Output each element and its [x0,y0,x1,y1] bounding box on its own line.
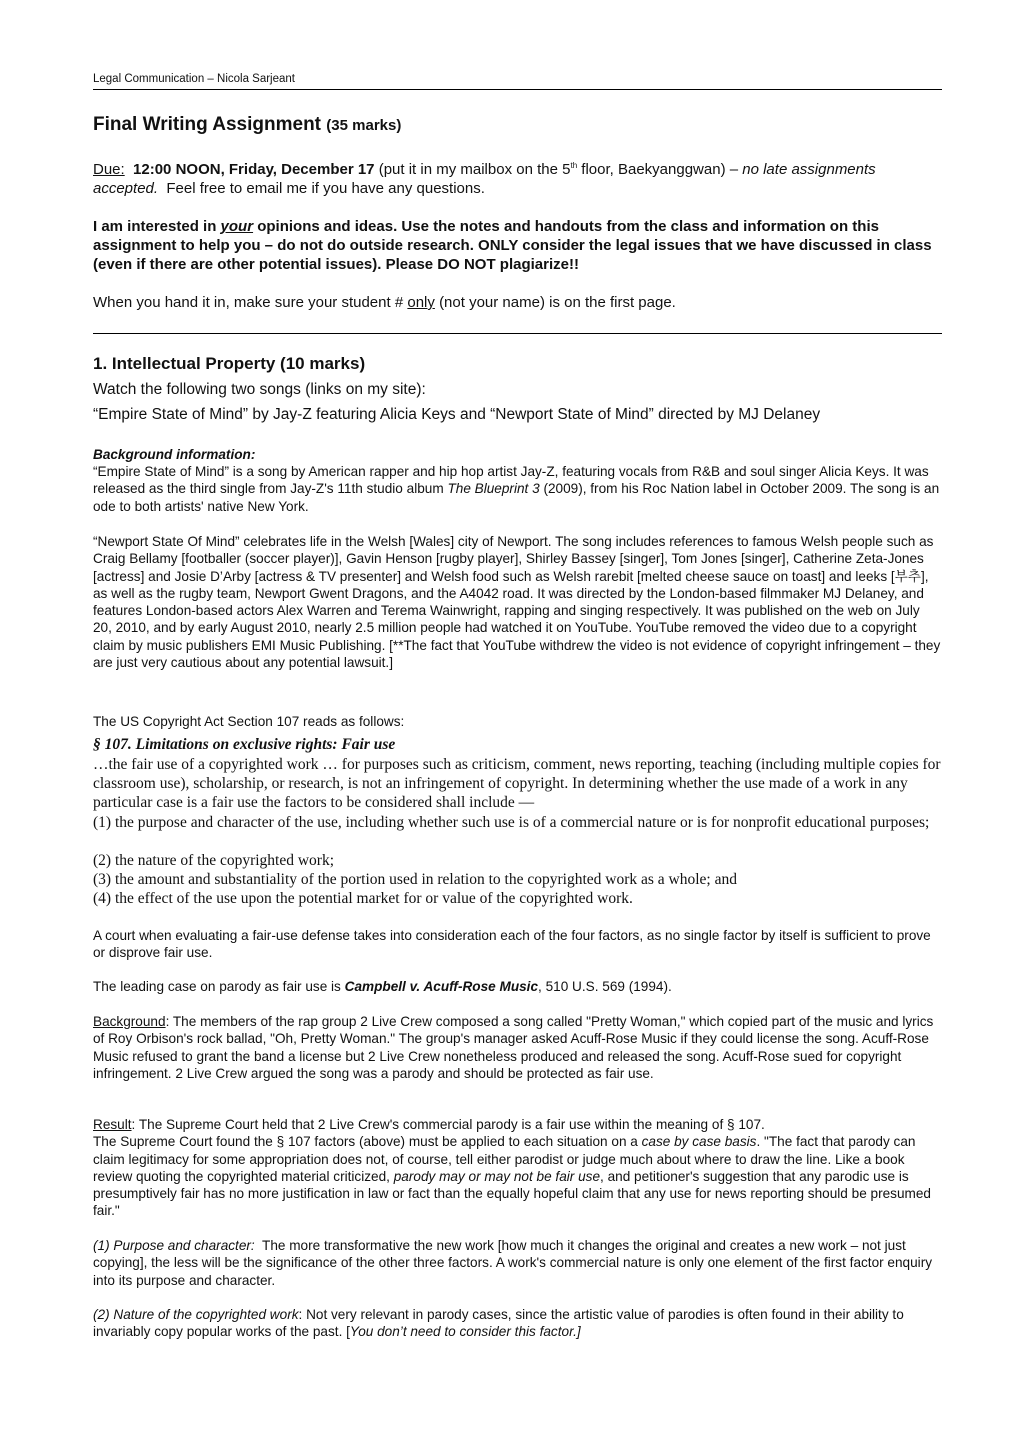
due-location: (put it in my mailbox on the 5th floor, Baekyanggwan) – [378,161,739,178]
due-email-note: Feel free to email me if you have any questions. [166,180,485,197]
factor-purpose-label: (1) Purpose and character: [93,1238,255,1253]
result-paragraph: Result: The Supreme Court held that 2 Live Crew's commercial parody is a fair use within the meaning of § 107. The Supreme Court found the § 107 factors (above) must be applied to each situation on a case by case basis. "The fact that parody can claim legitimacy for some appropriation does not, of course, tell either parodist or judge much about where to draw the line. Like a book review quoting the copyrighted material criticized, parody may or may not be fair use, and petitioner's suggestion that any parodic use is presumptively fair has no more justification in law or fact than the equally hopeful claim that any use for news reporting should be presumed fair." [93,1117,931,1219]
case-name: Campbell v. Acuff-Rose Music [344,979,539,994]
only-emphasis: only [407,294,435,311]
assignment-title [93,114,401,136]
running-header: Legal Communication – Nicola Sarjeant [93,73,295,85]
statute-intro: The US Copyright Act Section 107 reads as follows: [93,714,405,729]
statute-factor-4: (4) the effect of the use upon the potential market for or value of the copyrighted work. [93,890,633,907]
background-paragraph-2: “Newport State Of Mind” celebrates life in the Welsh [Wales] city of Newport. The song includes references to famous Welsh people such as Craig Bellamy [footballer (soccer player)], Gavin Henson [rugby player], Shirley Bassey [singer], Tom Jones [singer], Catherine Zeta-Jones [actress] and Josie D’Arby [actress & TV presenter] and Welsh food such as Welsh rarebit [melted cheese sauce on toast] and leeks [부추], as well as the rugby team, Newport Gwent Dragons, and the A4042 road. It was directed by the London-based filmmaker MJ Delaney, and features London-based actors Alex Warren and Terema Wainwright, rapping and singing respectively. It was published on the web on July 20, 2010, and by early August 2010, nearly 2.5 million people had watched it on YouTube. YouTube removed the video due to a copyright claim by music publishers EMI Music Publishing. [**The fact that YouTube withdrew the video is not evidence of copyright infringement – they are just very cautious about any potential lawsuit.] [93,534,941,671]
statute-body: …the fair use of a copyrighted work … for purposes such as criticism, comment, news reporting, teaching (including multiple copies for classroom use), scholarship, or research, is not an infringement of copyright. In determining whether the use made of a work in any particular case is a fair use the factors to be considered shall include — [93,756,941,812]
court-paragraph: A court when evaluating a fair-use defense takes into consideration each of the four factors, as no single factor by itself is sufficient to prove or disprove fair use. [93,928,931,961]
header-rule [93,89,942,90]
section-heading: 1. Intellectual Property (10 marks) [93,354,366,373]
your-emphasis: your [220,218,254,235]
case-background-label: Background [93,1014,166,1029]
result-label: Result [93,1117,132,1132]
hand-in-paragraph: When you hand it in, make sure your student # only (not your name) is on the first page. [93,294,676,311]
case-background-paragraph: Background: The members of the rap group 2 Live Crew composed a song called "Pretty Woman," which copied part of the music and lyrics of Roy Orbison's rock ballad, "Oh, Pretty Woman." The group's manager asked Acuff-Rose Music if they could license the song. Acuff-Rose Music refused to grant the band a license but 2 Live Crew nonetheless produced and released the song. Acuff-Rose sued for copyright infringement. 2 Live Crew argued the song was a parody and should be protected as fair use. [93,1014,934,1081]
due-deadline: 12:00 NOON, Friday, December 17 [133,161,375,178]
statute-factor-3: (3) the amount and substantiality of the portion used in relation to the copyrighted work as a whole; and [93,871,737,888]
background-heading: Background information: [93,447,256,462]
factor-nature-paragraph: (2) Nature of the copyrighted work: Not very relevant in parody cases, since the artistic value of parodies is often found in their ability to invariably copy popular works of the past. [You don’t need to consider this factor.] [93,1307,904,1340]
watch-instruction: Watch the following two songs (links on my site): [93,381,426,398]
factor-purpose-paragraph: (1) Purpose and character: The more transformative the new work [how much it changes the original and creates a new work – not just copying], the less will be the significance of the other three factors. A work's commercial nature is only one element of the first factor enquiry into its purpose and character. [93,1238,933,1288]
statute-factor-1: (1) the purpose and character of the use, including whether such use is of a commercial nature or is for nonprofit educational purposes; [93,814,930,831]
section-divider [93,333,942,334]
title-marks: (35 marks) [326,117,402,134]
title-main: Final Writing Assignment [93,114,322,135]
due-paragraph [93,160,942,198]
background-paragraph-1: “Empire State of Mind” is a song by American rapper and hip hop artist Jay-Z, featuring vocals from R&B and soul singer Alicia Keys. It was released as the third single from Jay-Z's 11th studio album The Blueprint 3 (2009), from his Roc Nation label in October 2009. The song is an ode to both artists' native New York. [93,464,940,514]
album-title: The Blueprint 3 [447,481,540,497]
interest-paragraph: I am interested in your opinions and ideas. Use the notes and handouts from the class and information on this assignment to help you – do not do outside research. ONLY consider the legal issues that we have discussed in class (even if there are other potential issues). Please DO NOT plagiarize!! [93,218,932,273]
statute-heading: § 107. Limitations on exclusive rights: Fair use [93,736,396,753]
leading-case-paragraph: The leading case on parody as fair use is Campbell v. Acuff-Rose Music, 510 U.S. 569 (1994). [93,979,672,994]
statute-factor-2: (2) the nature of the copyrighted work; [93,852,335,869]
due-no-late: no late assignments accepted. [93,161,876,197]
due-label: Due: [93,161,125,178]
factor-nature-label: (2) Nature of the copyrighted work [93,1307,299,1322]
song-titles: “Empire State of Mind” by Jay-Z featuring Alicia Keys and “Newport State of Mind” directed by MJ Delaney [93,406,821,423]
